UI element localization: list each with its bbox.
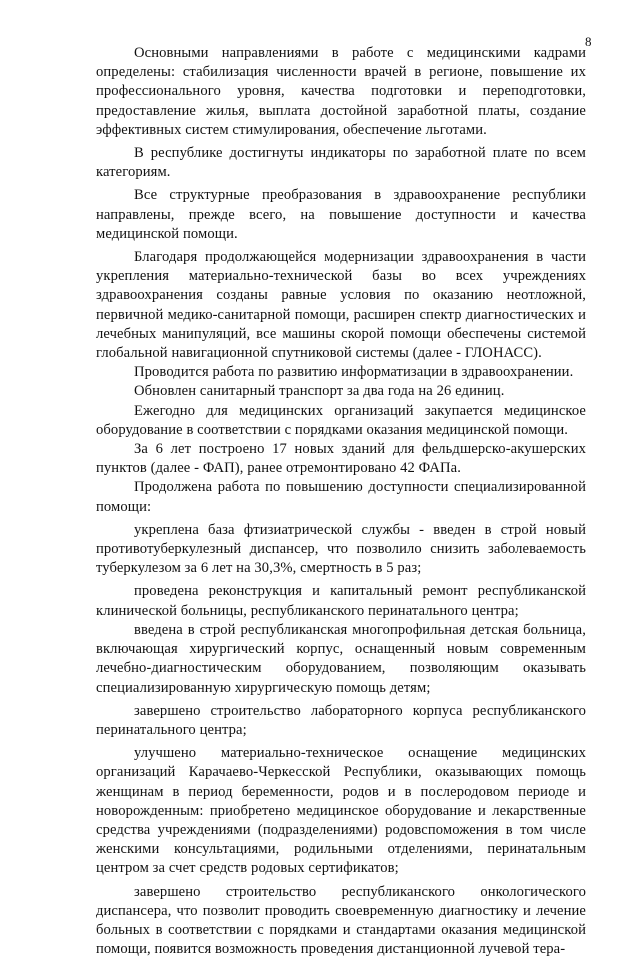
page-number: 8 [585,34,592,49]
paragraph-6: Обновлен санитарный транспорт за два года на 26 единиц. [134,383,505,400]
list-item-4: завершено строительство лабораторного корпуса республиканского перинатального центра; [96,702,586,738]
paragraph-9: Продолжена работа по повышению доступности специализированной помощи: [96,479,586,515]
paragraph-7: Ежегодно для медицинских организаций закупается медицинское оборудование в соответствии с порядками оказания медицинской помощи. [96,402,586,438]
list-item-5: улучшено материально-техническое оснащение медицинских организаций Карачаево-Черкесской Республики, оказывающих помощь женщинам в период беременности, родов и в послеродовом периоде и новорожденным: приобретено медицинское оборудование и лекарственные средства учреждениями (подразделениями) родовспоможения в том числе женскими консультациями, родильными отделениями, перинатальным центром за счет средств родовых сертификатов; [96,745,586,877]
paragraph-2: В республике достигнуты индикаторы по заработной плате по всем категориям. [96,145,586,181]
list-item-3: введена в строй республиканская многопрофильная детская больница, включающая хирургический корпус, оснащенный новым современным лечебно-диагностическим оборудованием, позволяющим оказывать специализированную хирургическую помощь детям; [96,621,586,696]
paragraph-1: Основными направлениями в работе с медицинскими кадрами определены: стабилизация численности врачей в регионе, повышение их профессионального уровня, качества подготовки и переподготовки, предоставление жилья, выплата достойной заработной платы, создание эффективных систем стимулирования, обеспечение льготами. [96,45,586,138]
paragraph-3: Все структурные преобразования в здравоохранение республики направлены, прежде всего, на повышение доступности и качества медицинской помощи. [96,187,586,242]
list-item-2: проведена реконструкция и капитальный ремонт республиканской клинической больницы, республиканского перинатального центра; [96,583,586,619]
paragraph-5: Проводится работа по развитию информатизации в здравоохранении. [134,364,574,381]
paragraph-4: Благодаря продолжающейся модернизации здравоохранения в части укрепления материально-технической базы во всех учреждениях здравоохранения созданы равные условия по оказанию неотложной, первичной медико-санитарной помощи, расширен спектр диагностических и лечебных манипуляций, все машины скорой помощи обеспечены системой глобальной навигационной спутниковой системы (далее - ГЛОНАСС). [96,249,586,362]
list-item-6: завершено строительство республиканского онкологического диспансера, что позволит проводить своевременную диагностику и лечение больных в соответствии с порядками и стандартами оказания медицинской помощи, появится возможность проведения дистанционной лучевой тера- [96,883,586,958]
paragraph-8: За 6 лет построено 17 новых зданий для фельдшерско-акушерских пунктов (далее - ФАП), ранее отремонтировано 42 ФАПа. [96,441,586,477]
document-body [96,44,586,959]
list-item-1: укреплена база фтизиатрической службы - введен в строй новый противотуберкулезный диспансер, что позволило снизить заболеваемость туберкулезом за 6 лет на 30,3%, смертность в 5 раз; [96,521,586,577]
